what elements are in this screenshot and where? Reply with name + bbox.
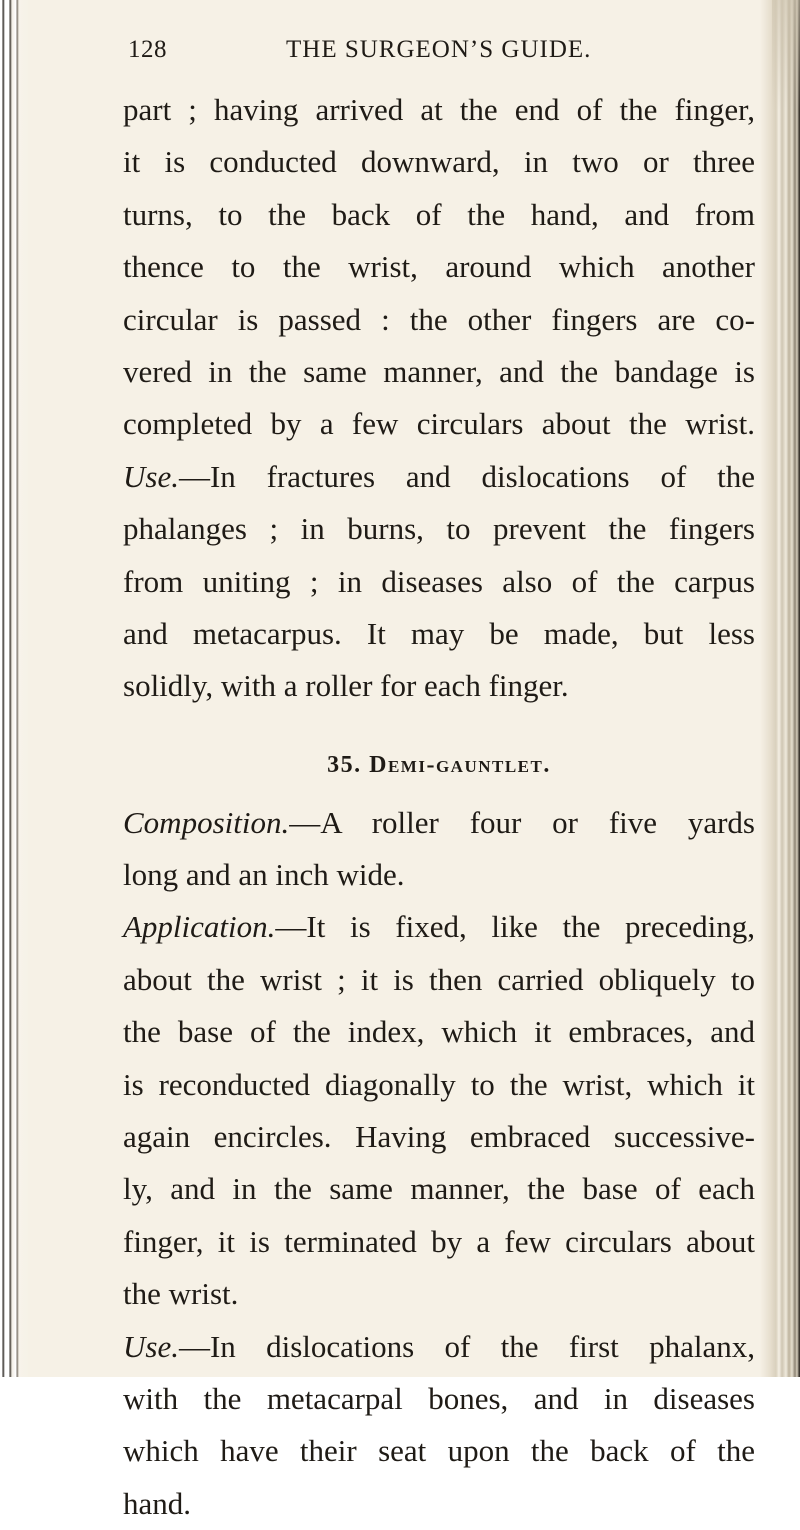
spacer (123, 713, 755, 733)
text-line: completed by a few circulars about the wrist. (123, 406, 755, 442)
use-paragraph-first-line (123, 1321, 755, 1373)
text-line: circular is passed : the other fingers are co- (123, 301, 755, 337)
text-line: vered in the same manner, and the bandage is (123, 353, 755, 389)
text-line: with the metacarpal bones, and in diseases (123, 1380, 755, 1416)
section-number: 35. (327, 751, 362, 778)
text-run: —A roller four or five yards (289, 804, 755, 840)
text-line: the wrist. (123, 1276, 239, 1312)
use-label: Use. (123, 1328, 179, 1364)
text-line: ly, and in the same manner, the base of each (123, 1171, 755, 1207)
text-run: —It is fixed, like the preceding, (275, 909, 755, 945)
composition-paragraph-first-line (123, 797, 755, 849)
application-label: Application. (123, 909, 276, 945)
text-line: solidly, with a roller for each finger. (123, 668, 569, 704)
composition-label: Composition. (123, 804, 290, 840)
page-number: 128 (128, 36, 167, 63)
text-line: which have their seat upon the back of the (123, 1433, 755, 1469)
text-line: long and an inch wide. (123, 857, 405, 893)
running-title: THE SURGEON’S GUIDE. (286, 36, 592, 63)
section-heading (123, 733, 755, 797)
application-paragraph-first-line (123, 901, 755, 953)
section-title: Demi-gauntlet. (369, 751, 551, 778)
text-line: the base of the index, which it embraces, and (123, 1014, 755, 1050)
page-header (128, 36, 688, 76)
page-edge (760, 0, 800, 1377)
page-edge-shadow (772, 0, 800, 110)
page-body (123, 84, 755, 1530)
text-line: finger, it is terminated by a few circulars about (123, 1223, 755, 1259)
use-label: Use. (123, 458, 179, 494)
text-run: —In fractures and dislocations of the (178, 458, 755, 494)
use-paragraph-first-line (123, 451, 755, 503)
text-line: hand. (123, 1485, 192, 1521)
text-line: about the wrist ; it is then carried obliquely to (123, 961, 755, 997)
text-run: —In dislocations of the first phalanx, (178, 1328, 755, 1364)
text-line: again encircles. Having embraced successive- (123, 1119, 755, 1155)
text-line: is reconducted diagonally to the wrist, which it (123, 1066, 755, 1102)
text-line: thence to the wrist, around which another (123, 249, 755, 285)
text-line: and metacarpus. It may be made, but less (123, 615, 755, 651)
text-line: turns, to the back of the hand, and from (123, 196, 755, 232)
text-line: it is conducted downward, in two or three (123, 144, 755, 180)
text-line: part ; having arrived at the end of the finger, (123, 92, 755, 127)
text-line: phalanges ; in burns, to prevent the fingers (123, 511, 755, 547)
text-line: from uniting ; in diseases also of the carpus (123, 563, 755, 599)
binding-gutter (0, 0, 30, 1377)
